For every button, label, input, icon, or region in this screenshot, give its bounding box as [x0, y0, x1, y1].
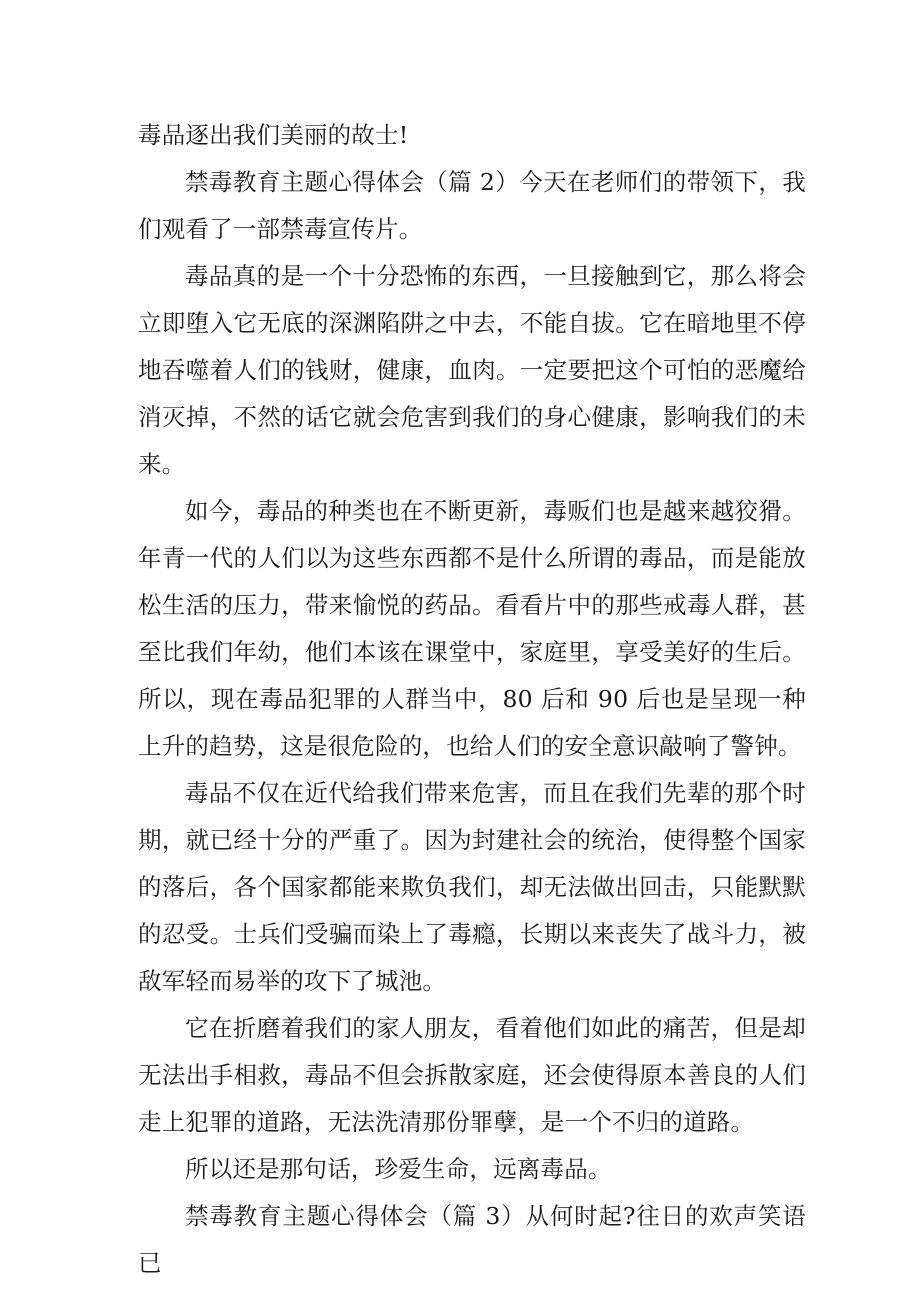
paragraph-5: 毒品不仅在近代给我们带来危害，而且在我们先辈的那个时期，就已经十分的严重了。因为封建社会的统治，使得整个国家的落后，各个国家都能来欺负我们，却无法做出回击，只能默默的忍受。士兵们受骗而染上了毒瘾，长期以来丧失了战斗力，被敌军轻而易举的攻下了城池。: [138, 779, 806, 995]
paragraph-7: 所以还是那句话，珍爱生命，远离毒品。: [185, 1155, 612, 1183]
paragraph-4: 如今，毒品的种类也在不断更新，毒贩们也是越来越狡猾。年青一代的人们以为这些东西都不是什么所谓的毒品，而是能放松生活的压力，带来愉悦的药品。看看片中的那些戒毒人群，甚至比我们年幼，他们本该在课堂中，家庭里，享受美好的生后。所以，现在毒品犯罪的人群当中，80 后和 90 后也是呈现一种上升的趋势，这是很危险的，也给人们的安全意识敲响了警钟。: [138, 497, 806, 760]
paragraph-6: 它在折磨着我们的家人朋友，看着他们如此的痛苦，但是却无法出手相救，毒品不但会拆散家庭，还会使得原本善良的人们走上犯罪的道路，无法洗清那份罪孽，是一个不归的道路。: [138, 1014, 806, 1136]
paragraph-3: 毒品真的是一个十分恐怖的东西，一旦接触到它，那么将会立即堕入它无底的深渊陷阱之中去，不能自拔。它在暗地里不停地吞噬着人们的钱财，健康，血肉。一定要把这个可怕的恶魔给消灭掉，不然的话它就会危害到我们的身心健康，影响我们的未来。: [138, 262, 806, 478]
document-body: [138, 112, 806, 1287]
paragraph-2: 禁毒教育主题心得体会（篇 2）今天在老师们的带领下，我们观看了一部禁毒宣传片。: [138, 168, 806, 243]
paragraph-1: 毒品逐出我们美丽的故士!: [138, 121, 409, 149]
paragraph-8: 禁毒教育主题心得体会（篇 3）从何时起?往日的欢声笑语已: [138, 1202, 806, 1277]
